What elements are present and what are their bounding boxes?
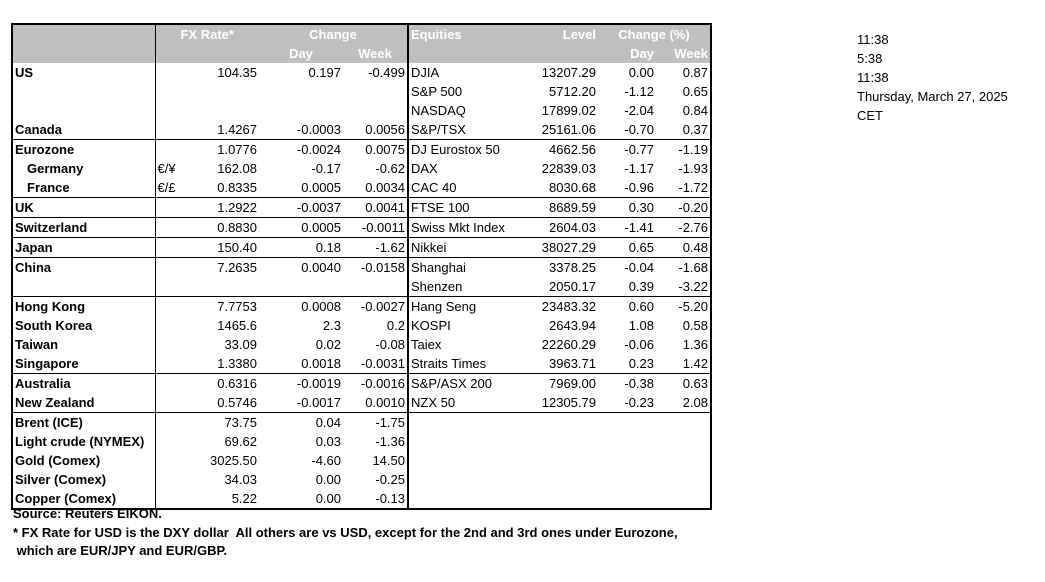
equity-day-change-cell: 0.39 xyxy=(628,279,654,294)
equity-week-change-cell: 1.36 xyxy=(682,337,708,352)
equity-index-cell: KOSPI xyxy=(408,316,508,335)
fx-day-change-cell: 0.03 xyxy=(315,434,341,449)
equity-day-change-cell: -0.23 xyxy=(624,395,654,410)
fx-week-change-cell: 0.0010 xyxy=(365,395,405,410)
header-row-2 xyxy=(12,44,711,63)
fx-week-change-cell: -0.0016 xyxy=(343,374,408,394)
fx-rate-cell: 0.8830 xyxy=(155,218,259,238)
equity-index-cell: Taiex xyxy=(408,335,508,354)
header-level: Level xyxy=(508,24,598,44)
table-row xyxy=(12,140,711,160)
equity-day-change-cell: -2.04 xyxy=(624,103,654,118)
equity-level-cell xyxy=(508,432,598,451)
region-cell: Switzerland xyxy=(12,218,155,238)
equity-index-cell xyxy=(408,489,508,509)
fx-day-change-cell: 0.0008 xyxy=(259,297,343,317)
equity-week-change-cell xyxy=(656,432,711,451)
fx-day-change-cell: 0.0040 xyxy=(259,258,343,278)
equity-index-cell: NZX 50 xyxy=(408,393,508,413)
equity-level-cell xyxy=(508,489,598,509)
equity-index-cell xyxy=(408,432,508,451)
region-cell: Japan xyxy=(12,238,155,258)
fx-day-change-cell: -0.0037 xyxy=(259,198,343,218)
equity-week-change-cell: -3.22 xyxy=(678,279,708,294)
header-equities: Equities xyxy=(408,24,508,44)
fx-week-change-cell: 14.50 xyxy=(372,453,405,468)
equity-index-cell: S&P 500 xyxy=(408,82,508,101)
table-row xyxy=(12,198,711,218)
fx-rate-cell: 1.4267 xyxy=(155,120,259,140)
region-cell: Germany xyxy=(27,161,84,176)
region-cell: Hong Kong xyxy=(12,297,155,317)
region-cell: UK xyxy=(12,198,155,218)
equity-week-change-cell: -2.76 xyxy=(656,218,711,238)
equity-day-change-cell: -0.70 xyxy=(624,122,654,137)
equity-index-cell: DAX xyxy=(408,159,508,178)
fx-week-change-cell: -0.499 xyxy=(368,65,405,80)
fx-week-change-cell: -1.62 xyxy=(343,238,408,258)
fx-day-change-cell: 0.04 xyxy=(259,413,343,433)
region-cell: US xyxy=(15,65,34,80)
equity-day-change-cell xyxy=(598,451,656,470)
equity-level-cell: 2050.17 xyxy=(549,279,596,294)
source-note: Source: Reuters EIKON. xyxy=(13,506,162,521)
equity-week-change-cell xyxy=(656,470,711,489)
fx-rate-cell xyxy=(155,277,259,297)
region-cell xyxy=(12,277,155,297)
equity-index-cell: Shenzen xyxy=(408,277,508,297)
equity-week-change-cell: 1.42 xyxy=(682,356,708,371)
equity-week-change-cell: 0.58 xyxy=(682,318,708,333)
fx-rate-cell: 69.62 xyxy=(155,432,259,451)
region-cell: New Zealand xyxy=(15,395,95,410)
region-cell: France xyxy=(27,180,70,195)
equity-index-cell: FTSE 100 xyxy=(408,198,508,218)
fx-rate-cell: 1.0776 xyxy=(155,140,259,160)
footnote-line-2: which are EUR/JPY and EUR/GBP. xyxy=(13,543,228,558)
fx-day-change-cell: -0.0017 xyxy=(296,395,341,410)
table-row xyxy=(12,82,711,101)
fx-rate-cell: 34.03 xyxy=(155,470,259,489)
region-cell: Eurozone xyxy=(12,140,155,160)
table-row xyxy=(12,374,711,394)
header-change-pct: Change (%) xyxy=(598,24,711,44)
equity-index-cell: DJ Eurostox 50 xyxy=(408,140,508,160)
fx-day-change-cell: 0.00 xyxy=(315,472,341,487)
table-row xyxy=(12,258,711,278)
time-cet: 11:38 xyxy=(857,70,889,85)
table-row xyxy=(12,432,711,451)
region-cell: Canada xyxy=(15,122,62,137)
fx-week-change-cell: -0.0031 xyxy=(360,356,405,371)
time-local: 11:38 xyxy=(857,32,889,47)
fx-week-change-cell: 0.0075 xyxy=(343,140,408,160)
equity-week-change-cell: -0.20 xyxy=(656,198,711,218)
equity-index-cell: S&P/TSX xyxy=(408,120,508,140)
region-cell: Copper (Comex) xyxy=(15,491,117,506)
fx-day-change-cell: -0.17 xyxy=(311,161,341,176)
fx-rate-cell: 0.5746 xyxy=(155,393,259,413)
fx-week-change-cell: 0.0041 xyxy=(343,198,408,218)
equity-day-change-cell: -0.06 xyxy=(624,337,654,352)
fx-rate-cell: 3025.50 xyxy=(155,451,259,470)
equity-index-cell xyxy=(408,470,508,489)
fx-week-change-cell xyxy=(343,277,408,297)
table-row xyxy=(12,470,711,489)
table-row xyxy=(12,63,711,82)
fx-rate-cell: 1.2922 xyxy=(155,198,259,218)
fx-rate-cell: 33.09 xyxy=(155,335,259,354)
fx-week-change-cell: -1.75 xyxy=(343,413,408,433)
fx-day-change-cell: -0.0019 xyxy=(259,374,343,394)
equity-level-cell: 3378.25 xyxy=(508,258,598,278)
fx-week-change-cell xyxy=(343,101,408,120)
equity-week-change-cell xyxy=(656,413,711,433)
table-row xyxy=(12,101,711,120)
fx-rate-cell: 1.3380 xyxy=(155,354,259,374)
region-cell: Australia xyxy=(12,374,155,394)
equity-day-change-cell: -0.96 xyxy=(624,180,654,195)
region-cell xyxy=(12,101,155,120)
fx-rate-cell: 73.75 xyxy=(155,413,259,433)
equity-level-cell xyxy=(508,413,598,433)
fx-rate-cell: 1465.6 xyxy=(155,316,259,335)
equity-day-change-cell: -0.77 xyxy=(598,140,656,160)
equity-day-change-cell xyxy=(598,489,656,509)
fx-rate-cell: 5.22 xyxy=(155,489,259,509)
equity-level-cell: 12305.79 xyxy=(541,395,596,410)
equity-index-cell: S&P/ASX 200 xyxy=(408,374,508,394)
market-summary-table xyxy=(11,23,712,510)
table-row xyxy=(12,238,711,258)
equity-level-cell: 13207.29 xyxy=(541,65,596,80)
equity-week-change-cell xyxy=(656,489,711,509)
fx-day-change-cell: 0.02 xyxy=(315,337,341,352)
fx-day-change-cell xyxy=(259,277,343,297)
equity-index-cell xyxy=(408,413,508,433)
equity-level-cell xyxy=(508,451,598,470)
equity-day-change-cell: 0.23 xyxy=(628,356,654,371)
table-row xyxy=(12,297,711,317)
equity-day-change-cell: 0.00 xyxy=(628,65,654,80)
fx-week-change-cell: -0.13 xyxy=(375,491,405,506)
equity-index-cell: Nikkei xyxy=(408,238,508,258)
equity-level-cell: 3963.71 xyxy=(549,356,596,371)
equity-day-change-cell: -1.17 xyxy=(624,161,654,176)
header-fx-week: Week xyxy=(343,44,408,63)
equity-week-change-cell: 0.84 xyxy=(682,103,708,118)
equity-level-cell: 23483.32 xyxy=(508,297,598,317)
fx-rate-cell: 7.7753 xyxy=(155,297,259,317)
equity-week-change-cell: 0.87 xyxy=(682,65,708,80)
fx-week-change-cell: 0.0056 xyxy=(365,122,405,137)
fx-day-change-cell: 0.197 xyxy=(308,65,341,80)
region-cell: Silver (Comex) xyxy=(15,472,107,487)
equity-index-cell: Straits Times xyxy=(408,354,508,374)
equity-week-change-cell xyxy=(656,451,711,470)
equity-day-change-cell: 0.65 xyxy=(598,238,656,258)
equity-level-cell: 7969.00 xyxy=(508,374,598,394)
equity-index-cell: DJIA xyxy=(408,63,508,82)
header-region xyxy=(12,24,155,44)
fx-week-change-cell: 0.2 xyxy=(386,318,405,333)
equity-day-change-cell: -0.38 xyxy=(598,374,656,394)
fx-day-change-cell: 0.18 xyxy=(259,238,343,258)
fx-rate-cell: 0.6316 xyxy=(155,374,259,394)
table-row xyxy=(12,120,711,140)
fx-rate-cell: 7.2635 xyxy=(155,258,259,278)
region-cell: Light crude (NYMEX) xyxy=(15,434,145,449)
equity-day-change-cell: 0.30 xyxy=(598,198,656,218)
equity-index-cell: NASDAQ xyxy=(408,101,508,120)
equity-index-cell: Hang Seng xyxy=(408,297,508,317)
fx-week-change-cell: -0.25 xyxy=(375,472,405,487)
fx-rate-cell xyxy=(155,101,259,120)
fx-week-change-cell: -0.62 xyxy=(375,161,405,176)
currency-pair-label: €/¥ xyxy=(157,161,176,176)
table-row xyxy=(12,316,711,335)
equity-week-change-cell: -1.19 xyxy=(656,140,711,160)
equity-level-cell: 22839.03 xyxy=(541,161,596,176)
equity-level-cell: 22260.29 xyxy=(541,337,596,352)
time-ny: 5:38 xyxy=(857,51,883,66)
region-cell: Taiwan xyxy=(15,337,59,352)
region-cell: Gold (Comex) xyxy=(15,453,101,468)
fx-day-change-cell xyxy=(259,82,343,101)
fx-week-change-cell: -0.0011 xyxy=(343,218,408,238)
fx-week-change-cell: -0.0158 xyxy=(343,258,408,278)
fx-rate-value: 162.08 xyxy=(217,161,257,176)
region-cell: Brent (ICE) xyxy=(12,413,155,433)
equity-day-change-cell: 0.60 xyxy=(598,297,656,317)
header-eq-day: Day xyxy=(598,44,656,63)
fx-day-change-cell: 0.0018 xyxy=(301,356,341,371)
equity-level-cell xyxy=(508,470,598,489)
equity-day-change-cell xyxy=(598,470,656,489)
header-row-1 xyxy=(12,24,711,44)
region-cell: Singapore xyxy=(15,356,79,371)
equity-week-change-cell: 2.08 xyxy=(682,395,708,410)
region-cell: China xyxy=(12,258,155,278)
header-eq-week: Week xyxy=(656,44,711,63)
equity-level-cell: 4662.56 xyxy=(508,140,598,160)
table-row xyxy=(12,218,711,238)
fx-week-change-cell xyxy=(343,82,408,101)
fx-day-change-cell: 0.0005 xyxy=(259,218,343,238)
fx-rate-cell xyxy=(155,178,259,198)
fx-week-change-cell: -0.0027 xyxy=(343,297,408,317)
equity-week-change-cell: 0.48 xyxy=(656,238,711,258)
fx-rate-cell xyxy=(155,159,259,178)
fx-day-change-cell: -4.60 xyxy=(311,453,341,468)
region-cell: South Korea xyxy=(15,318,93,333)
fx-week-change-cell: -0.08 xyxy=(375,337,405,352)
table-row xyxy=(12,178,711,198)
table-row xyxy=(12,159,711,178)
fx-rate-value: 0.8335 xyxy=(217,180,257,195)
equity-week-change-cell: -1.93 xyxy=(678,161,708,176)
header-change: Change xyxy=(259,24,408,44)
timezone-label: CET xyxy=(857,108,883,123)
equity-level-cell: 5712.20 xyxy=(549,84,596,99)
fx-day-change-cell: 0.0005 xyxy=(301,180,341,195)
equity-level-cell: 8030.68 xyxy=(549,180,596,195)
equity-level-cell: 25161.06 xyxy=(541,122,596,137)
header-fx-day: Day xyxy=(259,44,343,63)
equity-index-cell: Swiss Mkt Index xyxy=(408,218,508,238)
equity-day-change-cell: 1.08 xyxy=(628,318,654,333)
header-fx-rate: FX Rate* xyxy=(155,24,259,44)
equity-week-change-cell: 0.63 xyxy=(656,374,711,394)
equity-level-cell: 8689.59 xyxy=(508,198,598,218)
fx-day-change-cell: 0.00 xyxy=(315,491,341,506)
table-row xyxy=(12,451,711,470)
equity-level-cell: 2604.03 xyxy=(508,218,598,238)
equity-index-cell: CAC 40 xyxy=(408,178,508,198)
equity-day-change-cell: -1.41 xyxy=(598,218,656,238)
fx-week-change-cell: 0.0034 xyxy=(365,180,405,195)
equity-day-change-cell: -0.04 xyxy=(598,258,656,278)
table-row xyxy=(12,335,711,354)
equity-week-change-cell: -5.20 xyxy=(656,297,711,317)
currency-pair-label: €/£ xyxy=(157,180,176,195)
table-row xyxy=(12,393,711,413)
equity-week-change-cell: 0.37 xyxy=(682,122,708,137)
footnote-line-1: * FX Rate for USD is the DXY dollar All others are vs USD, except for the 2nd and 3rd ones under Eurozone, xyxy=(13,525,678,540)
equity-week-change-cell: 0.65 xyxy=(682,84,708,99)
fx-day-change-cell: -0.0003 xyxy=(296,122,341,137)
region-cell xyxy=(12,82,155,101)
equity-level-cell: 38027.29 xyxy=(508,238,598,258)
fx-day-change-cell xyxy=(259,101,343,120)
equity-index-cell xyxy=(408,451,508,470)
fx-rate-cell xyxy=(155,82,259,101)
equity-level-cell: 17899.02 xyxy=(541,103,596,118)
equity-index-cell: Shanghai xyxy=(408,258,508,278)
report-date: Thursday, March 27, 2025 xyxy=(857,89,1008,104)
equity-day-change-cell: -1.12 xyxy=(624,84,654,99)
table-row xyxy=(12,354,711,374)
equity-level-cell: 2643.94 xyxy=(549,318,596,333)
fx-week-change-cell: -1.36 xyxy=(375,434,405,449)
fx-day-change-cell: 2.3 xyxy=(322,318,341,333)
equity-day-change-cell xyxy=(598,413,656,433)
fx-day-change-cell: -0.0024 xyxy=(259,140,343,160)
equity-day-change-cell xyxy=(598,432,656,451)
table-row xyxy=(12,277,711,297)
equity-week-change-cell: -1.72 xyxy=(678,180,708,195)
table-row xyxy=(12,413,711,433)
fx-rate-cell: 104.35 xyxy=(155,63,259,82)
fx-rate-cell: 150.40 xyxy=(155,238,259,258)
equity-week-change-cell: -1.68 xyxy=(656,258,711,278)
